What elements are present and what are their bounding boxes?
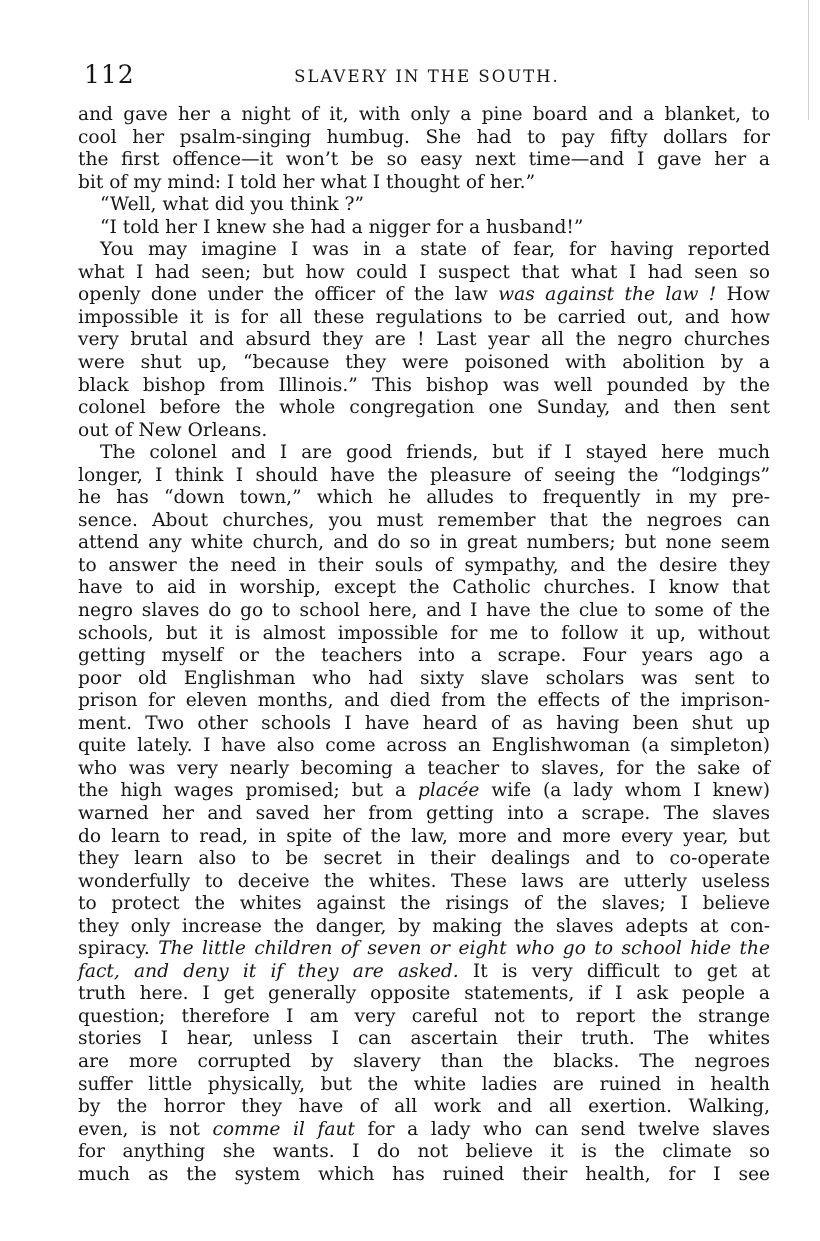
text-line [78,1074,770,1097]
text-run: How [716,284,770,306]
text-run: out of New Orleans. [78,419,268,441]
text-line [78,375,770,398]
text-line [78,645,770,668]
text-line [78,555,770,578]
text-line [78,938,770,961]
text-line [78,826,770,849]
text-line [78,1141,770,1164]
text-run: the first offence—it won’t be so easy next time—and I gave her a [78,149,770,171]
text-line [78,487,770,510]
running-title: SLAVERY IN THE SOUTH. [294,67,560,86]
text-run: You may imagine I was in a state of fear, for having reported [100,239,770,261]
text-line [78,893,770,916]
text-run: for anything she wants. I do not believe it is the climate so [78,1141,770,1163]
text-line [78,149,770,172]
text-line [78,284,770,307]
text-run: prison for eleven months, and died from the effects of the imprison- [78,690,770,712]
text-line [78,194,770,217]
text-line [78,600,770,623]
text-run: The colonel and I are good friends, but if I stayed here much [100,442,770,464]
text-run: question; therefore I am very careful not to report the strange [78,1005,770,1027]
text-line [78,1096,770,1119]
text-line [78,104,770,127]
text-run: attend any white church, and do so in great numbers; but none seem [78,532,770,554]
text-run: quite lately. I have also come across an Englishwoman (a simpleton) [78,735,770,757]
text-line [78,1051,770,1074]
text-run: wife (a lady whom I knew) [479,780,771,802]
text-run: for a lady who can send twelve slaves [354,1118,770,1140]
text-line [78,780,770,803]
text-line [78,668,770,691]
text-line [78,442,770,465]
text-line [78,803,770,826]
text-run: he has “down town,” which he alludes to frequently in my pre- [78,487,770,509]
page-edge-rule [808,0,809,120]
text-line [78,1028,770,1051]
page-number: 112 [84,60,135,89]
text-line [78,983,770,1006]
text-run: very brutal and absurd they are ! Last year all the negro churches [78,329,770,351]
text-line [78,690,770,713]
text-line [78,871,770,894]
italic-run: The little children of seven or eight who go to school hide the [158,938,770,960]
text-line [78,735,770,758]
text-run: bit of my mind: I told her what I thought of her.” [78,171,536,193]
text-run: have to aid in worship, except the Catholic churches. I know that [78,577,770,599]
text-run: to protect the whites against the risings of the slaves; I believe [78,893,770,915]
text-run: wonderfully to deceive the whites. These laws are utterly useless [78,870,770,892]
text-run: suffer little physically, but the white ladies are ruined in health [78,1073,770,1095]
italic-run: comme il faut [212,1118,355,1140]
text-run: who was very nearly becoming a teacher to slaves, for the sake of [78,757,770,779]
text-run: truth here. I get generally opposite statements, if I ask people a [78,983,770,1005]
text-run: to answer the need in their souls of sympathy, and the desire they [78,554,770,576]
text-line [78,623,770,646]
text-run: were shut up, “because they were poisoned with abolition by a [78,352,770,374]
body-text [78,104,770,1186]
text-run: colonel before the whole congregation one Sunday, and then sent [78,397,770,419]
text-run: black bishop from Illinois.” This bishop was well pounded by the [78,374,770,396]
text-line [78,1119,770,1142]
text-run: ment. Two other schools I have heard of as having been shut up [78,712,770,734]
text-line [78,127,770,150]
text-run: do learn to read, in spite of the law, more and more every year, but [78,825,770,847]
text-run: “I told her I knew she had a nigger for a husband!” [100,216,584,238]
text-line [78,352,770,375]
text-line [78,961,770,984]
text-line [78,420,770,443]
text-run: even, is not [78,1118,213,1140]
italic-run: fact, and deny it if they are asked. [78,960,459,982]
text-run: much as the system which has ruined their health, for I see [78,1163,770,1185]
page-header [84,58,770,92]
text-run: openly done under the officer of the law [78,284,499,306]
text-run: It is very difficult to get at [458,960,770,982]
text-run: by the horror they have of all work and all exertion. Walking, [78,1096,770,1118]
text-run: “Well, what did you think ?” [100,194,364,216]
text-run: they only increase the danger, by making the slaves adepts at con- [78,915,770,937]
italic-run: placée [418,780,480,802]
text-line [78,172,770,195]
text-line [78,1164,770,1187]
italic-run: was against the law ! [498,284,717,306]
text-line [78,262,770,285]
text-run: getting myself or the teachers into a scrape. Four years ago a [78,645,770,667]
text-line [78,510,770,533]
text-run: longer, I think I should have the pleasure of seeing the “lodgings” [78,464,770,486]
text-line [78,397,770,420]
text-run: cool her psalm-singing humbug. She had to pay fifty dollars for [78,126,770,148]
text-run: are more corrupted by slavery than the blacks. The negroes [78,1050,770,1072]
text-run: poor old Englishman who had sixty slave scholars was sent to [78,667,770,689]
text-line [78,217,770,240]
text-run: stories I hear, unless I can ascertain their truth. The whites [78,1028,770,1050]
text-run: negro slaves do go to school here, and I have the clue to some of the [78,600,770,622]
text-run: and gave her a night of it, with only a pine board and a blanket, to [78,104,770,125]
text-run: impossible it is for all these regulations to be carried out, and how [78,306,770,328]
text-run: they learn also to be secret in their dealings and to co-operate [78,848,770,870]
text-line [78,758,770,781]
text-line [78,1006,770,1029]
text-run: spiracy. [78,938,159,960]
text-line [78,532,770,555]
text-line [78,329,770,352]
text-line [78,307,770,330]
text-line [78,239,770,262]
text-run: warned her and saved her from getting into a scrape. The slaves [78,802,770,824]
text-line [78,465,770,488]
text-run: the high wages promised; but a [78,780,419,802]
text-run: schools, but it is almost impossible for me to follow it up, without [78,622,770,644]
text-run: what I had seen; but how could I suspect that what I had seen so [78,261,770,283]
text-run: sence. About churches, you must remember that the negroes can [78,509,770,531]
text-line [78,916,770,939]
text-line [78,713,770,736]
text-line [78,577,770,600]
text-line [78,848,770,871]
